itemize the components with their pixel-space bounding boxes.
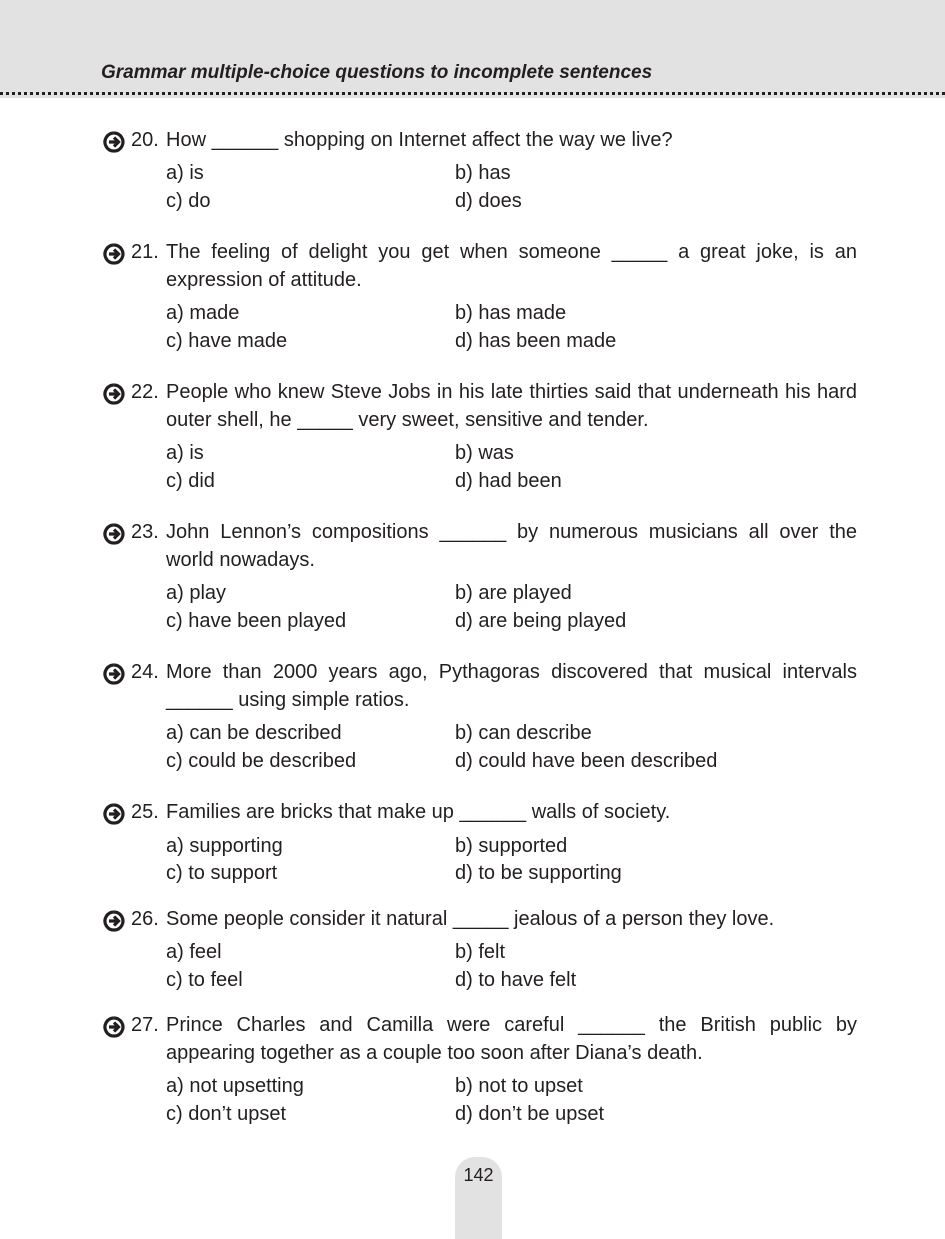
arrow-bullet-icon [103,910,125,932]
page-number-tab [455,1157,502,1239]
option-d[interactable]: d) to have felt [455,969,577,991]
option-a[interactable]: a) supporting [166,835,283,857]
option-a[interactable]: a) is [166,162,204,184]
page-number: 142 [463,1165,494,1185]
dotted-divider [0,92,945,95]
question-stem: People who knew Steve Jobs in his late thirties said that underneath his hard outer shell, he _____ very sweet, sensitive and tender. [166,381,857,431]
question-stem: More than 2000 years ago, Pythagoras discovered that musical intervals ______ using simple ratios. [166,661,857,711]
arrow-bullet-icon [103,803,125,825]
question-number: 20. [131,129,159,151]
arrow-bullet-icon [103,523,125,545]
option-b[interactable]: b) has made [455,302,567,324]
option-a[interactable]: a) is [166,442,204,464]
option-c[interactable]: c) did [166,470,215,492]
option-d[interactable]: d) had been [455,470,562,492]
option-c[interactable]: c) do [166,190,211,212]
option-d[interactable]: d) don’t be upset [455,1103,604,1125]
section-title: Grammar multiple-choice questions to incomplete sentences [101,62,653,83]
question-stem: The feeling of delight you get when someone _____ a great joke, is an expression of attitude. [166,241,857,291]
option-a[interactable]: a) play [166,582,227,604]
option-d[interactable]: d) has been made [455,330,617,352]
arrow-bullet-icon [103,243,125,265]
option-d[interactable]: d) does [455,190,522,212]
option-b[interactable]: b) has [455,162,511,184]
arrow-bullet-icon [103,383,125,405]
page-header [0,0,945,98]
question-stem: John Lennon’s compositions ______ by numerous musicians all over the world nowadays. [166,521,857,571]
question-stem: Prince Charles and Camilla were careful ______ the British public by appearing together as a couple too soon after Diana’s death. [166,1014,857,1064]
question-number: 27. [131,1014,159,1036]
option-b[interactable]: b) can describe [455,722,592,744]
option-a[interactable]: a) not upsetting [166,1075,304,1097]
question-number: 21. [131,241,159,263]
question-stem: Some people consider it natural _____ jealous of a person they love. [166,908,775,930]
option-b[interactable]: b) felt [455,941,506,963]
option-a[interactable]: a) made [166,302,240,324]
option-b[interactable]: b) was [455,442,514,464]
option-d[interactable]: d) are being played [455,610,627,632]
question-number: 26. [131,908,159,930]
question-number: 23. [131,521,159,543]
option-c[interactable]: c) could be described [166,750,357,772]
option-c[interactable]: c) have been played [166,610,347,632]
arrow-bullet-icon [103,1016,125,1038]
arrow-bullet-icon [103,663,125,685]
arrow-bullet-icon [103,131,125,153]
option-c[interactable]: c) to feel [166,969,243,991]
option-c[interactable]: c) have made [166,330,288,352]
option-d[interactable]: d) could have been described [455,750,718,772]
question-number: 22. [131,381,159,403]
option-b[interactable]: b) supported [455,835,568,857]
question-number: 25. [131,801,159,823]
option-c[interactable]: c) to support [166,862,278,884]
question-number: 24. [131,661,159,683]
option-b[interactable]: b) not to upset [455,1075,583,1097]
option-d[interactable]: d) to be supporting [455,862,622,884]
option-c[interactable]: c) don’t upset [166,1103,287,1125]
question-stem: How ______ shopping on Internet affect the way we live? [166,129,673,151]
option-b[interactable]: b) are played [455,582,572,604]
option-a[interactable]: a) can be described [166,722,342,744]
question-stem: Families are bricks that make up ______ walls of society. [166,801,671,823]
option-a[interactable]: a) feel [166,941,222,963]
